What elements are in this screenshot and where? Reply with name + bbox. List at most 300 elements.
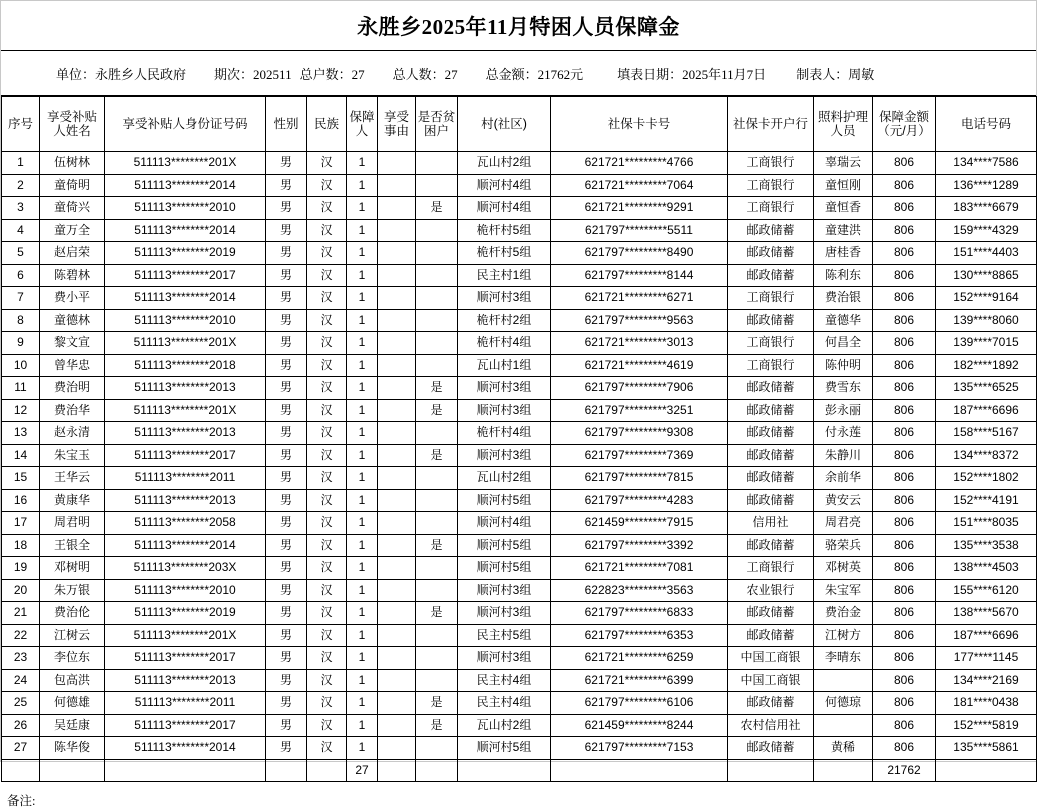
cell-village[interactable]: 顺河村4组 [458, 197, 551, 220]
cell-phone[interactable]: 181****0438 [936, 692, 1037, 715]
cell-index[interactable]: 23 [2, 647, 40, 670]
cell-poor-household[interactable] [416, 647, 458, 670]
cell-name[interactable]: 童倚明 [40, 174, 105, 197]
cell-ethnicity[interactable]: 汉 [307, 399, 347, 422]
cell-village[interactable]: 桅杆村5组 [458, 242, 551, 265]
cell-amount[interactable]: 806 [873, 152, 936, 175]
cell-card-number[interactable]: 621721*********4619 [551, 354, 728, 377]
cell-id-number[interactable]: 511113********2013 [105, 422, 266, 445]
cell-reason[interactable] [378, 489, 416, 512]
cell-poor-household[interactable] [416, 669, 458, 692]
cell-amount[interactable]: 806 [873, 467, 936, 490]
cell-card-number[interactable]: 621721*********9291 [551, 197, 728, 220]
cell-insured-count[interactable]: 1 [347, 692, 378, 715]
cell-reason[interactable] [378, 737, 416, 760]
cell-village[interactable]: 民主村4组 [458, 669, 551, 692]
cell-name[interactable]: 赵永清 [40, 422, 105, 445]
cell-id-number[interactable]: 511113********2010 [105, 197, 266, 220]
cell-ethnicity[interactable]: 汉 [307, 669, 347, 692]
cell-amount[interactable]: 806 [873, 287, 936, 310]
cell-village[interactable]: 民主村5组 [458, 624, 551, 647]
cell-amount[interactable]: 806 [873, 647, 936, 670]
cell-name[interactable]: 童德林 [40, 309, 105, 332]
cell-phone[interactable]: 134****8372 [936, 444, 1037, 467]
cell-reason[interactable] [378, 152, 416, 175]
cell-index[interactable]: 22 [2, 624, 40, 647]
cell-ethnicity[interactable]: 汉 [307, 264, 347, 287]
cell-village[interactable]: 顺河村4组 [458, 512, 551, 535]
cell-bank[interactable]: 工商银行 [728, 174, 814, 197]
cell-card-number[interactable]: 621797*********5511 [551, 219, 728, 242]
cell-name[interactable]: 黄康华 [40, 489, 105, 512]
cell-amount[interactable]: 806 [873, 692, 936, 715]
cell-phone[interactable]: 182****1892 [936, 354, 1037, 377]
cell-phone[interactable]: 183****6679 [936, 197, 1037, 220]
cell-gender[interactable]: 男 [266, 512, 307, 535]
cell-village[interactable]: 顺河村5组 [458, 534, 551, 557]
cell-phone[interactable]: 187****6696 [936, 624, 1037, 647]
cell-name[interactable]: 朱宝玉 [40, 444, 105, 467]
cell-insured-count[interactable]: 1 [347, 737, 378, 760]
cell-village[interactable]: 顺河村3组 [458, 377, 551, 400]
cell-id-number[interactable]: 511113********2017 [105, 444, 266, 467]
cell-caregiver[interactable]: 何德琼 [814, 692, 873, 715]
cell-reason[interactable] [378, 264, 416, 287]
cell-id-number[interactable]: 511113********2014 [105, 174, 266, 197]
cell-index[interactable]: 1 [2, 152, 40, 175]
cell-index[interactable]: 11 [2, 377, 40, 400]
cell-card-number[interactable]: 621797*********6106 [551, 692, 728, 715]
cell-index[interactable]: 21 [2, 602, 40, 625]
cell-phone[interactable]: 158****5167 [936, 422, 1037, 445]
cell-bank[interactable]: 邮政储蓄 [728, 489, 814, 512]
cell-card-number[interactable]: 621797*********6833 [551, 602, 728, 625]
cell-insured-count[interactable]: 1 [347, 242, 378, 265]
table-row[interactable] [2, 467, 1037, 490]
cell-card-number[interactable]: 621797*********9563 [551, 309, 728, 332]
table-row[interactable] [2, 534, 1037, 557]
cell-bank[interactable]: 工商银行 [728, 287, 814, 310]
cell-caregiver[interactable]: 骆荣兵 [814, 534, 873, 557]
cell-gender[interactable]: 男 [266, 602, 307, 625]
cell-ethnicity[interactable]: 汉 [307, 354, 347, 377]
cell-id-number[interactable]: 511113********2019 [105, 242, 266, 265]
cell-poor-household[interactable] [416, 174, 458, 197]
cell-index[interactable]: 5 [2, 242, 40, 265]
cell-insured-count[interactable]: 1 [347, 422, 378, 445]
cell-poor-household[interactable] [416, 309, 458, 332]
cell-bank[interactable]: 工商银行 [728, 354, 814, 377]
cell-caregiver[interactable]: 童恒香 [814, 197, 873, 220]
cell-ethnicity[interactable]: 汉 [307, 647, 347, 670]
cell-index[interactable]: 18 [2, 534, 40, 557]
cell-phone[interactable]: 135****6525 [936, 377, 1037, 400]
cell-ethnicity[interactable]: 汉 [307, 579, 347, 602]
cell-village[interactable]: 民主村1组 [458, 264, 551, 287]
cell-poor-household[interactable]: 是 [416, 714, 458, 737]
cell-gender[interactable]: 男 [266, 422, 307, 445]
table-row[interactable] [2, 579, 1037, 602]
cell-reason[interactable] [378, 219, 416, 242]
cell-amount[interactable]: 806 [873, 737, 936, 760]
cell-amount[interactable]: 806 [873, 422, 936, 445]
cell-village[interactable]: 顺河村3组 [458, 602, 551, 625]
cell-phone[interactable]: 159****4329 [936, 219, 1037, 242]
cell-bank[interactable]: 邮政储蓄 [728, 692, 814, 715]
cell-reason[interactable] [378, 444, 416, 467]
cell-insured-count[interactable]: 1 [347, 489, 378, 512]
table-row[interactable] [2, 647, 1037, 670]
cell-name[interactable]: 包高洪 [40, 669, 105, 692]
cell-poor-household[interactable]: 是 [416, 534, 458, 557]
cell-gender[interactable]: 男 [266, 669, 307, 692]
cell-poor-household[interactable] [416, 467, 458, 490]
cell-insured-count[interactable]: 1 [347, 714, 378, 737]
cell-insured-count[interactable]: 1 [347, 534, 378, 557]
cell-amount[interactable]: 806 [873, 534, 936, 557]
cell-poor-household[interactable]: 是 [416, 197, 458, 220]
cell-poor-household[interactable] [416, 624, 458, 647]
cell-card-number[interactable]: 621459*********7915 [551, 512, 728, 535]
cell-index[interactable]: 3 [2, 197, 40, 220]
table-row[interactable] [2, 309, 1037, 332]
cell-gender[interactable]: 男 [266, 557, 307, 580]
cell-caregiver[interactable]: 何昌全 [814, 332, 873, 355]
cell-bank[interactable]: 中国工商银 [728, 647, 814, 670]
cell-reason[interactable] [378, 377, 416, 400]
cell-id-number[interactable]: 511113********2013 [105, 489, 266, 512]
cell-reason[interactable] [378, 512, 416, 535]
cell-gender[interactable]: 男 [266, 399, 307, 422]
cell-caregiver[interactable]: 辜瑞云 [814, 152, 873, 175]
table-row[interactable] [2, 444, 1037, 467]
cell-caregiver[interactable]: 童德华 [814, 309, 873, 332]
cell-ethnicity[interactable]: 汉 [307, 737, 347, 760]
cell-id-number[interactable]: 511113********2017 [105, 264, 266, 287]
cell-village[interactable]: 顺河村3组 [458, 647, 551, 670]
cell-gender[interactable]: 男 [266, 647, 307, 670]
cell-caregiver[interactable]: 童恒刚 [814, 174, 873, 197]
cell-amount[interactable]: 806 [873, 242, 936, 265]
table-row[interactable] [2, 399, 1037, 422]
cell-bank[interactable]: 邮政储蓄 [728, 309, 814, 332]
cell-card-number[interactable]: 621797*********7815 [551, 467, 728, 490]
cell-poor-household[interactable] [416, 264, 458, 287]
table-row[interactable] [2, 624, 1037, 647]
cell-ethnicity[interactable]: 汉 [307, 714, 347, 737]
cell-poor-household[interactable] [416, 512, 458, 535]
cell-poor-household[interactable] [416, 557, 458, 580]
cell-gender[interactable]: 男 [266, 152, 307, 175]
cell-insured-count[interactable]: 1 [347, 174, 378, 197]
table-row[interactable] [2, 174, 1037, 197]
cell-bank[interactable]: 邮政储蓄 [728, 737, 814, 760]
cell-id-number[interactable]: 511113********2010 [105, 309, 266, 332]
cell-ethnicity[interactable]: 汉 [307, 377, 347, 400]
cell-id-number[interactable]: 511113********2018 [105, 354, 266, 377]
cell-insured-count[interactable]: 1 [347, 467, 378, 490]
cell-caregiver[interactable]: 唐桂香 [814, 242, 873, 265]
cell-bank[interactable]: 工商银行 [728, 557, 814, 580]
cell-reason[interactable] [378, 197, 416, 220]
cell-gender[interactable]: 男 [266, 242, 307, 265]
cell-phone[interactable]: 130****8865 [936, 264, 1037, 287]
cell-ethnicity[interactable]: 汉 [307, 444, 347, 467]
cell-id-number[interactable]: 511113********203X [105, 557, 266, 580]
cell-poor-household[interactable]: 是 [416, 692, 458, 715]
cell-poor-household[interactable] [416, 287, 458, 310]
cell-phone[interactable]: 139****8060 [936, 309, 1037, 332]
cell-phone[interactable]: 151****4403 [936, 242, 1037, 265]
cell-card-number[interactable]: 621721*********4766 [551, 152, 728, 175]
cell-ethnicity[interactable]: 汉 [307, 287, 347, 310]
cell-bank[interactable]: 工商银行 [728, 332, 814, 355]
cell-ethnicity[interactable]: 汉 [307, 467, 347, 490]
cell-amount[interactable]: 806 [873, 197, 936, 220]
cell-bank[interactable]: 邮政储蓄 [728, 422, 814, 445]
table-row[interactable] [2, 219, 1037, 242]
table-row[interactable] [2, 737, 1037, 760]
cell-reason[interactable] [378, 714, 416, 737]
cell-phone[interactable]: 152****5819 [936, 714, 1037, 737]
cell-insured-count[interactable]: 1 [347, 444, 378, 467]
cell-reason[interactable] [378, 287, 416, 310]
cell-amount[interactable]: 806 [873, 489, 936, 512]
cell-village[interactable]: 桅杆村4组 [458, 332, 551, 355]
cell-caregiver[interactable]: 朱宝军 [814, 579, 873, 602]
cell-name[interactable]: 赵启荣 [40, 242, 105, 265]
cell-amount[interactable]: 806 [873, 444, 936, 467]
cell-caregiver[interactable]: 费治银 [814, 287, 873, 310]
cell-ethnicity[interactable]: 汉 [307, 534, 347, 557]
cell-insured-count[interactable]: 1 [347, 512, 378, 535]
table-row[interactable] [2, 602, 1037, 625]
cell-gender[interactable]: 男 [266, 332, 307, 355]
cell-card-number[interactable]: 621721*********6259 [551, 647, 728, 670]
cell-gender[interactable]: 男 [266, 692, 307, 715]
cell-id-number[interactable]: 511113********201X [105, 399, 266, 422]
cell-phone[interactable]: 134****7586 [936, 152, 1037, 175]
cell-name[interactable]: 陈华俊 [40, 737, 105, 760]
cell-id-number[interactable]: 511113********201X [105, 152, 266, 175]
cell-ethnicity[interactable]: 汉 [307, 197, 347, 220]
cell-poor-household[interactable] [416, 152, 458, 175]
cell-bank[interactable]: 邮政储蓄 [728, 534, 814, 557]
cell-poor-household[interactable] [416, 737, 458, 760]
cell-bank[interactable]: 邮政储蓄 [728, 219, 814, 242]
cell-village[interactable]: 桅杆村4组 [458, 422, 551, 445]
table-row[interactable] [2, 197, 1037, 220]
cell-card-number[interactable]: 621721*********3013 [551, 332, 728, 355]
cell-amount[interactable]: 806 [873, 579, 936, 602]
cell-bank[interactable]: 工商银行 [728, 197, 814, 220]
cell-id-number[interactable]: 511113********2058 [105, 512, 266, 535]
cell-phone[interactable]: 152****9164 [936, 287, 1037, 310]
cell-card-number[interactable]: 621797*********7906 [551, 377, 728, 400]
cell-amount[interactable]: 806 [873, 264, 936, 287]
cell-phone[interactable]: 155****6120 [936, 579, 1037, 602]
cell-caregiver[interactable]: 彭永丽 [814, 399, 873, 422]
cell-amount[interactable]: 806 [873, 399, 936, 422]
cell-index[interactable]: 9 [2, 332, 40, 355]
cell-card-number[interactable]: 621459*********8244 [551, 714, 728, 737]
cell-phone[interactable]: 134****2169 [936, 669, 1037, 692]
cell-id-number[interactable]: 511113********2011 [105, 467, 266, 490]
cell-ethnicity[interactable]: 汉 [307, 557, 347, 580]
cell-gender[interactable]: 男 [266, 714, 307, 737]
cell-name[interactable]: 童万全 [40, 219, 105, 242]
cell-name[interactable]: 王银全 [40, 534, 105, 557]
cell-gender[interactable]: 男 [266, 287, 307, 310]
cell-index[interactable]: 24 [2, 669, 40, 692]
cell-insured-count[interactable]: 1 [347, 264, 378, 287]
cell-insured-count[interactable]: 1 [347, 557, 378, 580]
cell-village[interactable]: 桅杆村2组 [458, 309, 551, 332]
cell-id-number[interactable]: 511113********201X [105, 332, 266, 355]
cell-ethnicity[interactable]: 汉 [307, 309, 347, 332]
cell-reason[interactable] [378, 602, 416, 625]
cell-card-number[interactable]: 621797*********9308 [551, 422, 728, 445]
cell-bank[interactable]: 工商银行 [728, 152, 814, 175]
cell-gender[interactable]: 男 [266, 467, 307, 490]
cell-village[interactable]: 顺河村3组 [458, 287, 551, 310]
table-row[interactable] [2, 242, 1037, 265]
cell-index[interactable]: 2 [2, 174, 40, 197]
cell-phone[interactable]: 151****8035 [936, 512, 1037, 535]
cell-card-number[interactable]: 622823*********3563 [551, 579, 728, 602]
cell-poor-household[interactable] [416, 579, 458, 602]
cell-amount[interactable]: 806 [873, 332, 936, 355]
cell-insured-count[interactable]: 1 [347, 152, 378, 175]
cell-village[interactable]: 瓦山村2组 [458, 152, 551, 175]
cell-bank[interactable]: 邮政储蓄 [728, 264, 814, 287]
cell-phone[interactable]: 138****5670 [936, 602, 1037, 625]
cell-gender[interactable]: 男 [266, 197, 307, 220]
cell-caregiver[interactable]: 邓树英 [814, 557, 873, 580]
cell-insured-count[interactable]: 1 [347, 647, 378, 670]
cell-id-number[interactable]: 511113********2013 [105, 669, 266, 692]
cell-caregiver[interactable]: 李晴东 [814, 647, 873, 670]
cell-index[interactable]: 10 [2, 354, 40, 377]
cell-insured-count[interactable]: 1 [347, 332, 378, 355]
cell-id-number[interactable]: 511113********2011 [105, 692, 266, 715]
cell-card-number[interactable]: 621797*********3251 [551, 399, 728, 422]
cell-insured-count[interactable]: 1 [347, 287, 378, 310]
cell-bank[interactable]: 邮政储蓄 [728, 242, 814, 265]
cell-amount[interactable]: 806 [873, 309, 936, 332]
cell-name[interactable]: 吴廷康 [40, 714, 105, 737]
table-row[interactable] [2, 332, 1037, 355]
cell-name[interactable]: 陈碧林 [40, 264, 105, 287]
cell-id-number[interactable]: 511113********2013 [105, 377, 266, 400]
cell-caregiver[interactable]: 付永莲 [814, 422, 873, 445]
cell-poor-household[interactable] [416, 422, 458, 445]
cell-amount[interactable]: 806 [873, 714, 936, 737]
cell-id-number[interactable]: 511113********2014 [105, 219, 266, 242]
cell-bank[interactable]: 信用社 [728, 512, 814, 535]
cell-village[interactable]: 顺河村3组 [458, 579, 551, 602]
cell-name[interactable]: 费治华 [40, 399, 105, 422]
cell-index[interactable]: 19 [2, 557, 40, 580]
cell-insured-count[interactable]: 1 [347, 219, 378, 242]
cell-reason[interactable] [378, 309, 416, 332]
cell-poor-household[interactable] [416, 489, 458, 512]
cell-insured-count[interactable]: 1 [347, 197, 378, 220]
cell-amount[interactable]: 806 [873, 669, 936, 692]
cell-ethnicity[interactable]: 汉 [307, 422, 347, 445]
cell-poor-household[interactable] [416, 242, 458, 265]
cell-gender[interactable]: 男 [266, 264, 307, 287]
cell-phone[interactable]: 135****3538 [936, 534, 1037, 557]
cell-bank[interactable]: 邮政储蓄 [728, 377, 814, 400]
cell-insured-count[interactable]: 1 [347, 579, 378, 602]
table-row[interactable] [2, 152, 1037, 175]
cell-bank[interactable]: 农业银行 [728, 579, 814, 602]
cell-phone[interactable]: 139****7015 [936, 332, 1037, 355]
cell-index[interactable]: 26 [2, 714, 40, 737]
cell-gender[interactable]: 男 [266, 737, 307, 760]
cell-id-number[interactable]: 511113********201X [105, 624, 266, 647]
table-row[interactable] [2, 354, 1037, 377]
cell-bank[interactable]: 邮政储蓄 [728, 467, 814, 490]
cell-id-number[interactable]: 511113********2014 [105, 534, 266, 557]
cell-name[interactable]: 伍树林 [40, 152, 105, 175]
cell-ethnicity[interactable]: 汉 [307, 602, 347, 625]
table-row[interactable] [2, 557, 1037, 580]
cell-bank[interactable]: 邮政储蓄 [728, 399, 814, 422]
cell-caregiver[interactable]: 陈仲明 [814, 354, 873, 377]
cell-reason[interactable] [378, 422, 416, 445]
cell-name[interactable]: 黎文宣 [40, 332, 105, 355]
cell-village[interactable]: 顺河村5组 [458, 737, 551, 760]
cell-index[interactable]: 13 [2, 422, 40, 445]
cell-reason[interactable] [378, 624, 416, 647]
cell-gender[interactable]: 男 [266, 377, 307, 400]
cell-reason[interactable] [378, 579, 416, 602]
table-row[interactable] [2, 714, 1037, 737]
cell-phone[interactable]: 152****1802 [936, 467, 1037, 490]
cell-name[interactable]: 邓树明 [40, 557, 105, 580]
cell-caregiver[interactable] [814, 669, 873, 692]
cell-reason[interactable] [378, 332, 416, 355]
cell-amount[interactable]: 806 [873, 354, 936, 377]
cell-insured-count[interactable]: 1 [347, 309, 378, 332]
cell-name[interactable]: 李位东 [40, 647, 105, 670]
cell-card-number[interactable]: 621721*********6399 [551, 669, 728, 692]
cell-poor-household[interactable]: 是 [416, 377, 458, 400]
cell-amount[interactable]: 806 [873, 557, 936, 580]
cell-card-number[interactable]: 621797*********3392 [551, 534, 728, 557]
cell-insured-count[interactable]: 1 [347, 354, 378, 377]
cell-reason[interactable] [378, 174, 416, 197]
cell-poor-household[interactable] [416, 219, 458, 242]
cell-name[interactable]: 曾华忠 [40, 354, 105, 377]
cell-name[interactable]: 朱万银 [40, 579, 105, 602]
cell-insured-count[interactable]: 1 [347, 669, 378, 692]
cell-index[interactable]: 20 [2, 579, 40, 602]
cell-reason[interactable] [378, 467, 416, 490]
cell-id-number[interactable]: 511113********2010 [105, 579, 266, 602]
cell-poor-household[interactable]: 是 [416, 602, 458, 625]
cell-index[interactable]: 8 [2, 309, 40, 332]
cell-amount[interactable]: 806 [873, 219, 936, 242]
cell-card-number[interactable]: 621797*********8144 [551, 264, 728, 287]
cell-ethnicity[interactable]: 汉 [307, 332, 347, 355]
cell-gender[interactable]: 男 [266, 444, 307, 467]
cell-index[interactable]: 6 [2, 264, 40, 287]
cell-phone[interactable]: 187****6696 [936, 399, 1037, 422]
cell-village[interactable]: 顺河村4组 [458, 174, 551, 197]
